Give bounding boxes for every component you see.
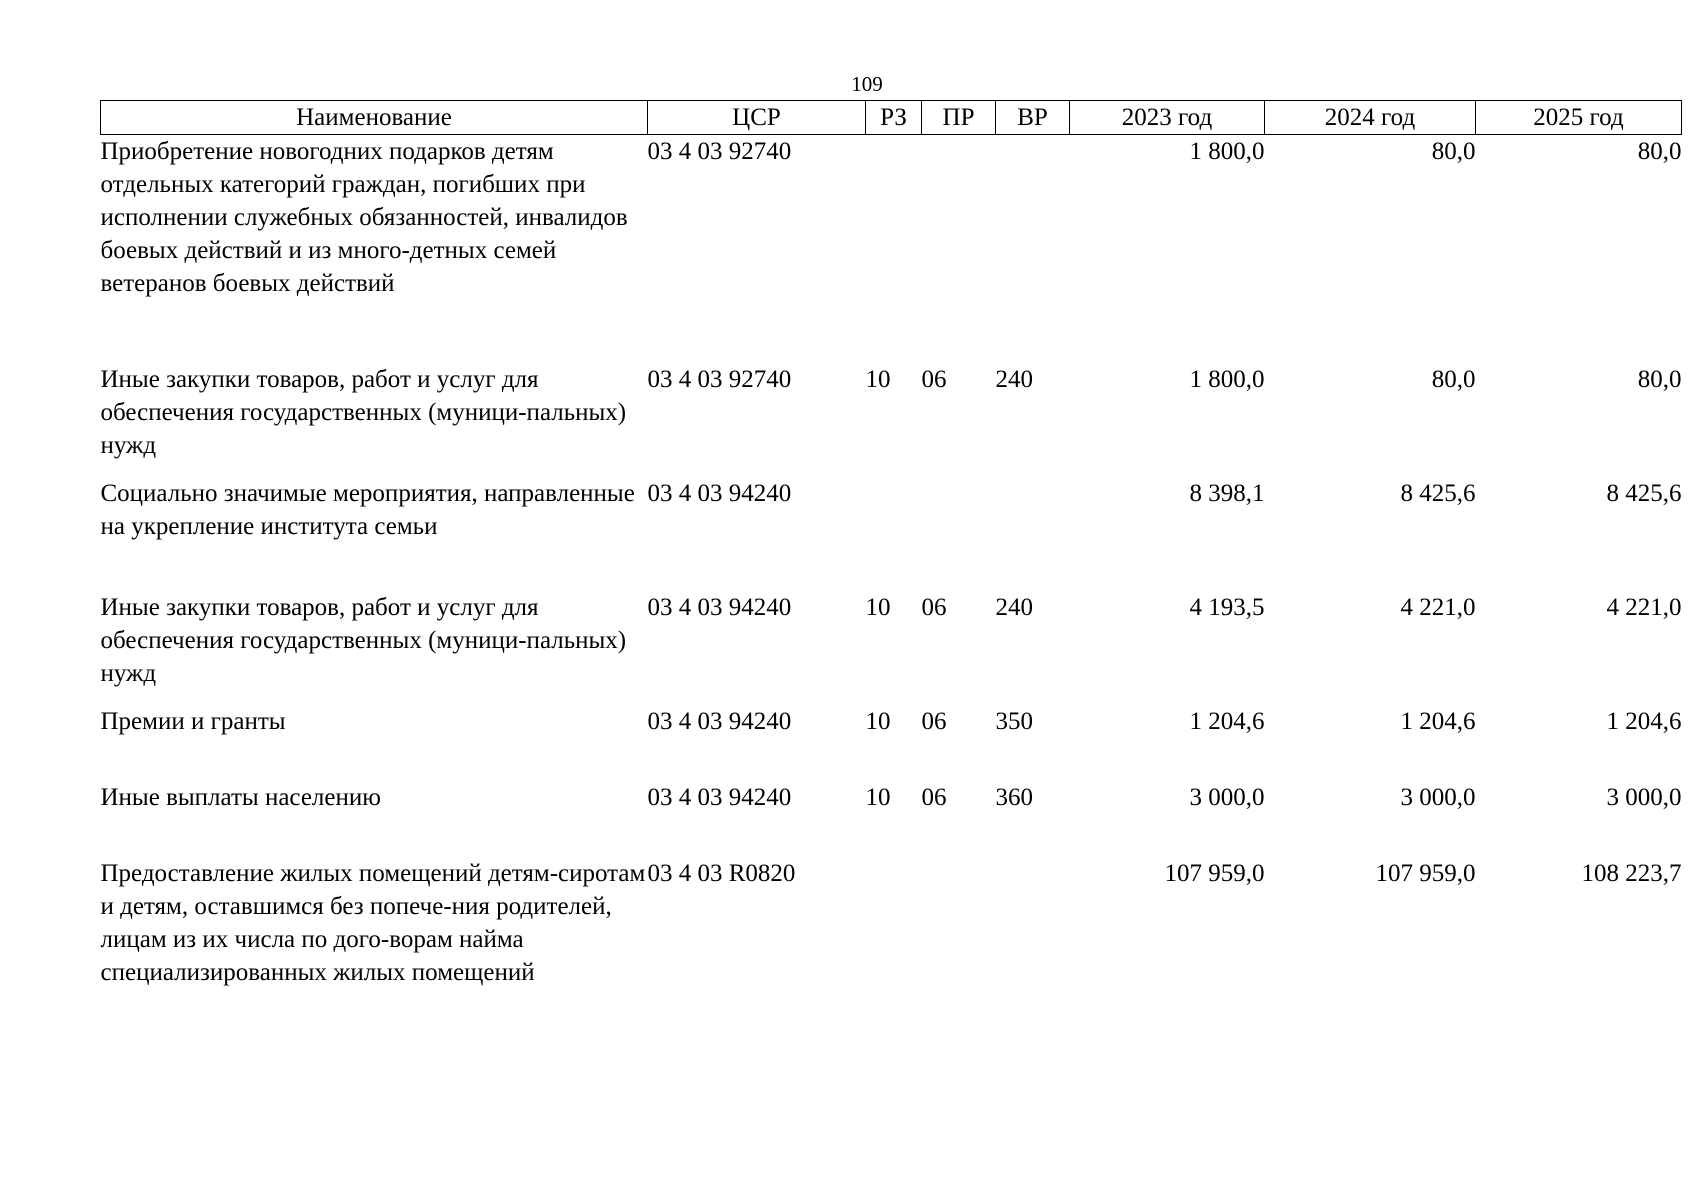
row-name: Предоставление жилых помещений детям-сиротам и детям, оставшимся без попече-ния родителей, лицам из их числа по дого-ворам найма специализированных жилых помещений xyxy=(100,860,646,986)
row-2024: 80,0 xyxy=(1431,138,1476,165)
row-rz: 10 xyxy=(865,594,891,621)
row-vr: 240 xyxy=(995,594,1033,621)
row-rz xyxy=(866,857,922,1037)
row-name: Социально значимые мероприятия, направленные на укрепление института семьи xyxy=(100,480,635,540)
row-pr: 06 xyxy=(921,784,947,811)
table-row xyxy=(101,705,1682,781)
row-csr: 03 4 03 94240 xyxy=(647,480,792,507)
row-csr: 03 4 03 92740 xyxy=(647,366,792,393)
row-pr xyxy=(922,135,996,364)
row-vr xyxy=(996,477,1070,591)
row-rz xyxy=(866,477,922,591)
page-number: 109 xyxy=(851,72,883,96)
budget-table xyxy=(100,100,1682,1037)
row-vr: 240 xyxy=(995,366,1033,393)
row-2024: 80,0 xyxy=(1431,366,1476,393)
header-name: Наименование xyxy=(101,101,648,135)
row-2023: 4 193,5 xyxy=(1189,594,1265,621)
header-vr: ВР xyxy=(996,101,1070,135)
header-pr: ПР xyxy=(922,101,996,135)
row-rz: 10 xyxy=(865,784,891,811)
row-2024: 4 221,0 xyxy=(1400,594,1476,621)
row-2024: 3 000,0 xyxy=(1400,784,1476,811)
header-rz: РЗ xyxy=(866,101,922,135)
table-header-row xyxy=(101,101,1682,135)
table-row xyxy=(101,591,1682,705)
row-pr xyxy=(922,477,996,591)
row-2025: 108 223,7 xyxy=(1581,860,1682,887)
row-csr: 03 4 03 92740 xyxy=(647,138,792,165)
row-2024: 1 204,6 xyxy=(1400,708,1476,735)
row-2025: 8 425,6 xyxy=(1606,480,1682,507)
row-vr xyxy=(996,857,1070,1037)
row-2024: 8 425,6 xyxy=(1400,480,1476,507)
row-2025: 1 204,6 xyxy=(1606,708,1682,735)
row-2023: 1 800,0 xyxy=(1189,366,1265,393)
header-2025: 2025 год xyxy=(1476,101,1682,135)
row-2023: 1 800,0 xyxy=(1189,138,1265,165)
row-2023: 107 959,0 xyxy=(1164,860,1265,887)
row-csr: 03 4 03 94240 xyxy=(647,784,792,811)
row-rz xyxy=(866,135,922,364)
table-row xyxy=(101,781,1682,857)
table-row xyxy=(101,363,1682,477)
header-csr: ЦСР xyxy=(648,101,866,135)
row-2023: 3 000,0 xyxy=(1189,784,1265,811)
header-2023: 2023 год xyxy=(1070,101,1265,135)
row-pr: 06 xyxy=(921,594,947,621)
header-2024: 2024 год xyxy=(1265,101,1476,135)
row-vr xyxy=(996,135,1070,364)
row-2024: 107 959,0 xyxy=(1375,860,1476,887)
row-name: Приобретение новогодних подарков детям отдельных категорий граждан, погибших при исполнении служебных обязанностей, инвалидов боевых действий и из много-детных семей ветеранов боевых действий xyxy=(100,138,628,297)
row-pr xyxy=(922,857,996,1037)
row-2023: 1 204,6 xyxy=(1189,708,1265,735)
row-pr: 06 xyxy=(921,366,947,393)
row-2025: 80,0 xyxy=(1637,138,1682,165)
row-vr: 350 xyxy=(995,708,1033,735)
row-vr: 360 xyxy=(995,784,1033,811)
row-csr: 03 4 03 R0820 xyxy=(647,860,796,887)
row-rz: 10 xyxy=(865,366,891,393)
row-name: Иные закупки товаров, работ и услуг для обеспечения государственных (муници-пальных) нужд xyxy=(100,594,627,687)
row-pr: 06 xyxy=(921,708,947,735)
row-name: Иные закупки товаров, работ и услуг для обеспечения государственных (муници-пальных) нужд xyxy=(100,366,627,459)
table-row xyxy=(101,857,1682,1037)
table-row xyxy=(101,477,1682,591)
row-2023: 8 398,1 xyxy=(1189,480,1265,507)
row-csr: 03 4 03 94240 xyxy=(647,708,792,735)
row-2025: 3 000,0 xyxy=(1606,784,1682,811)
row-name: Премии и гранты xyxy=(100,708,286,735)
row-2025: 80,0 xyxy=(1637,366,1682,393)
row-csr: 03 4 03 94240 xyxy=(647,594,792,621)
row-rz: 10 xyxy=(865,708,891,735)
table-row xyxy=(101,135,1682,364)
row-2025: 4 221,0 xyxy=(1606,594,1682,621)
row-name: Иные выплаты населению xyxy=(100,784,381,811)
